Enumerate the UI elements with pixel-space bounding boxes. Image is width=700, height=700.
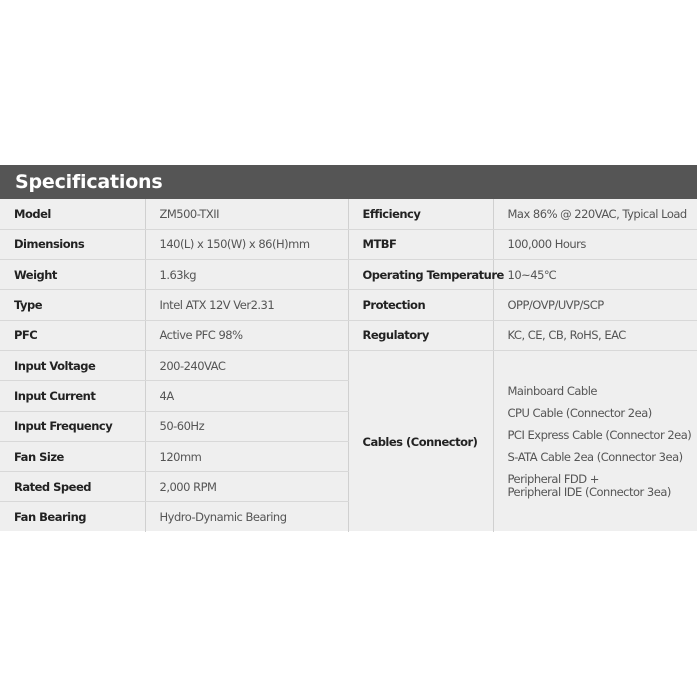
table-row [0,350,697,380]
spec-value-cables [493,350,697,532]
cable-item [508,473,698,499]
spec-label-fan-bearing: Fan Bearing [0,502,145,532]
spec-value-operating-temperature: 10~45℃ [493,260,697,290]
spec-label-fan-size: Fan Size [0,441,145,471]
spec-value-type: Intel ATX 12V Ver2.31 [145,290,348,320]
spec-value-fan-bearing: Hydro-Dynamic Bearing [145,502,348,532]
spec-label-operating-temperature: Operating Temperature [348,260,493,290]
spec-value-dimensions: 140(L) x 150(W) x 86(H)mm [145,229,348,259]
spec-table [0,199,697,532]
table-row [0,199,697,229]
spec-label-input-voltage: Input Voltage [0,350,145,380]
spec-label-regulatory: Regulatory [348,320,493,350]
spec-value-pfc: Active PFC 98% [145,320,348,350]
cable-item-line: Peripheral FDD + [507,472,599,487]
table-row [0,229,697,259]
spec-value-input-current: 4A [145,381,348,411]
cable-list [508,380,698,503]
spec-label-efficiency: Efficiency [348,199,493,229]
spec-label-input-frequency: Input Frequency [0,411,145,441]
spec-label-rated-speed: Rated Speed [0,472,145,502]
spec-value-input-voltage: 200-240VAC [145,350,348,380]
spec-value-model: ZM500-TXII [145,199,348,229]
cable-item-line: Peripheral IDE (Connector 3ea) [507,485,671,500]
spec-label-model: Model [0,199,145,229]
spec-label-pfc: PFC [0,320,145,350]
table-row [0,290,697,320]
spec-label-input-current: Input Current [0,381,145,411]
spec-value-mtbf: 100,000 Hours [493,229,697,259]
cable-item: S-ATA Cable 2ea (Connector 3ea) [507,450,683,465]
spec-value-protection: OPP/OVP/UVP/SCP [493,290,697,320]
spec-label-mtbf: MTBF [348,229,493,259]
spec-label-weight: Weight [0,260,145,290]
cable-item: PCI Express Cable (Connector 2ea) [507,428,692,443]
spec-value-rated-speed: 2,000 RPM [145,472,348,502]
specifications-header: Specifications [0,165,697,199]
spec-value-input-frequency: 50-60Hz [145,411,348,441]
spec-value-efficiency: Max 86% @ 220VAC, Typical Load [493,199,697,229]
table-row [0,260,697,290]
spec-label-type: Type [0,290,145,320]
specifications-panel [0,165,697,531]
spec-value-regulatory: KC, CE, CB, RoHS, EAC [493,320,697,350]
spec-label-dimensions: Dimensions [0,229,145,259]
spec-value-fan-size: 120mm [145,441,348,471]
cable-item: CPU Cable (Connector 2ea) [507,406,652,421]
table-row [0,320,697,350]
spec-label-cables: Cables (Connector) [348,350,493,532]
spec-label-protection: Protection [348,290,493,320]
spec-value-weight: 1.63kg [145,260,348,290]
cable-item: Mainboard Cable [507,384,597,399]
